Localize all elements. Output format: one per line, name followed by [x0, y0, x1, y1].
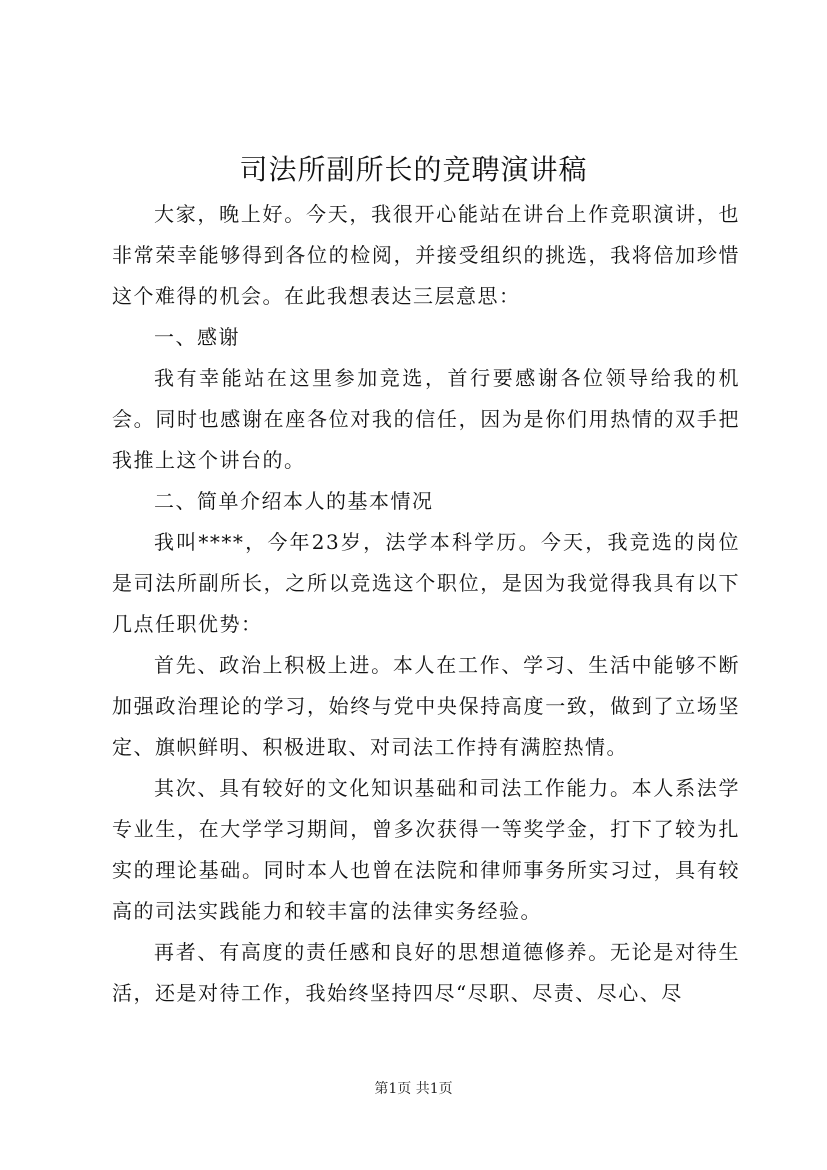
section-heading-thanks: 一、感谢: [154, 325, 240, 349]
paragraph-thanks: 我有幸能站在这里参加竞选，首行要感谢各位领导给我的机会。同时也感谢在座各位对我的信任，因为是你们用热情的双手把我推上这个讲台的。: [112, 366, 740, 472]
page-footer: 第1页 共1页: [374, 1081, 453, 1097]
paragraph-greeting: 大家，晚上好。今天，我很开心能站在讲台上作竞职演讲，也非常荣幸能够得到各位的检阅，并接受组织的挑选，我将倍加珍惜这个难得的机会。在此我想表达三层意思：: [112, 202, 740, 308]
paragraph-advantage-first: 首先、政治上积极上进。本人在工作、学习、生活中能够不断加强政治理论的学习，始终与党中央保持高度一致，做到了立场坚定、旗帜鲜明、积极进取、对司法工作持有满腔热情。: [112, 653, 740, 759]
paragraph-introduction: 我叫****，今年23岁，法学本科学历。今天，我竞选的岗位是司法所副所长，之所以竞选这个职位，是因为我觉得我具有以下几点任职优势：: [112, 530, 740, 636]
section-heading-introduction: 二、简单介绍本人的基本情况: [154, 489, 434, 513]
document-body: [112, 194, 740, 1014]
document-title: 司法所副所长的竞聘演讲稿: [239, 153, 588, 186]
paragraph-advantage-second: 其次、具有较好的文化知识基础和司法工作能力。本人系法学专业生，在大学学习期间，曾多次获得一等奖学金，打下了较为扎实的理论基础。同时本人也曾在法院和律师事务所实习过，具有较高的司法实践能力和较丰富的法律实务经验。: [112, 776, 740, 923]
paragraph-advantage-third: 再者、有高度的责任感和良好的思想道德修养。无论是对待生活，还是对待工作，我始终坚持四尽“尽职、尽责、尽心、尽: [112, 940, 740, 1005]
